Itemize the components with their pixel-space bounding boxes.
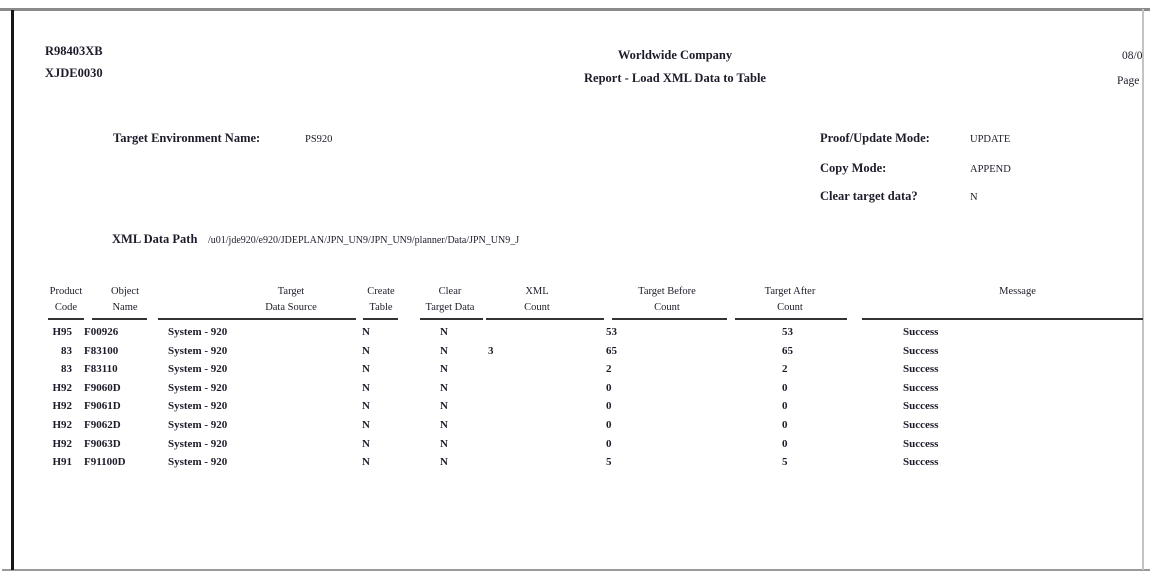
cell-object-name: F9062D <box>84 418 121 431</box>
header-line1: Product <box>49 286 83 297</box>
header-target-data-source <box>152 284 360 320</box>
cell-product-code: 83 <box>61 363 72 376</box>
cell-clear-target-data: N <box>440 418 448 431</box>
cell-xml-count <box>486 360 604 379</box>
cell-message: Success <box>903 381 939 394</box>
cell-clear-target-data: N <box>440 381 448 394</box>
cell-target-before-count: 0 <box>606 418 612 431</box>
header-clear-target-data <box>402 284 486 320</box>
header-create-table <box>360 284 402 320</box>
target-environment-row <box>113 131 332 146</box>
table-row <box>40 323 1145 342</box>
cell-target-data-source: System - 920 <box>168 437 228 450</box>
clear-target-data-value: N <box>970 192 978 203</box>
cell-message: Success <box>903 344 939 357</box>
cell-create-table: N <box>362 363 370 376</box>
report-header-right <box>1117 44 1143 94</box>
cell-message: Success <box>903 400 939 413</box>
header-line1: Target Before <box>638 286 696 297</box>
column-underline <box>92 318 147 320</box>
company-name: Worldwide Company <box>617 48 733 62</box>
cell-target-after-count: 0 <box>782 400 788 413</box>
column-underline <box>363 318 398 320</box>
cell-target-data-source: System - 920 <box>168 344 228 357</box>
proof-update-mode-label: Proof/Update Mode: <box>820 131 930 145</box>
table-row <box>40 360 1145 379</box>
cell-target-data-source: System - 920 <box>168 400 228 413</box>
header-object-name <box>84 284 152 320</box>
cell-xml-count <box>486 323 604 342</box>
table-row <box>40 379 1145 398</box>
cell-target-before-count: 0 <box>606 400 612 413</box>
cell-create-table: N <box>362 400 370 413</box>
page-top-border <box>0 8 1150 11</box>
cell-target-after-count: 2 <box>782 363 788 376</box>
cell-object-name: F83100 <box>84 344 119 357</box>
header-message <box>850 284 1145 320</box>
cell-target-before-count: 65 <box>606 344 617 357</box>
report-version: XJDE0030 <box>45 66 103 80</box>
column-underline <box>48 318 84 320</box>
header-xml-count <box>486 284 604 320</box>
cell-target-after-count: 5 <box>782 456 788 469</box>
cell-message: Success <box>903 363 939 376</box>
header-line1: XML <box>525 286 549 297</box>
cell-target-before-count: 5 <box>606 456 612 469</box>
cell-xml-count: 3 <box>488 344 494 357</box>
table-row <box>40 397 1145 416</box>
cell-xml-count <box>486 379 604 398</box>
cell-create-table: N <box>362 456 370 469</box>
cell-target-after-count: 0 <box>782 437 788 450</box>
cell-xml-count <box>486 416 604 435</box>
cell-object-name: F9063D <box>84 437 121 450</box>
header-line2: Count <box>524 302 550 313</box>
target-environment-value: PS920 <box>305 134 333 145</box>
report-header-left <box>45 40 103 84</box>
cell-target-after-count: 65 <box>782 344 793 357</box>
target-environment-label: Target Environment Name: <box>113 131 261 145</box>
cell-product-code: H92 <box>52 418 72 431</box>
table-body <box>40 323 1145 472</box>
column-underline <box>862 318 1143 320</box>
cell-target-data-source: System - 920 <box>168 418 228 431</box>
copy-mode-label: Copy Mode: <box>820 161 887 175</box>
column-underline <box>735 318 847 320</box>
xml-data-path-row <box>112 232 519 247</box>
page-left-edge <box>11 10 14 570</box>
header-target-after-count <box>730 284 850 320</box>
header-line1: Target After <box>764 286 816 297</box>
header-line2: Target Data <box>425 302 475 313</box>
header-line2: Data Source <box>265 302 317 313</box>
report-id: R98403XB <box>45 44 103 58</box>
cell-clear-target-data: N <box>440 363 448 376</box>
cell-product-code: H91 <box>52 456 72 469</box>
xml-data-path-value: /u01/jde920/e920/JDEPLAN/JPN_UN9/JPN_UN9/planner/Data/JPN_UN9_J <box>208 235 520 246</box>
cell-clear-target-data: N <box>440 437 448 450</box>
clear-target-data-row <box>820 189 978 204</box>
cell-target-data-source: System - 920 <box>168 381 228 394</box>
cell-message: Success <box>903 437 939 450</box>
cell-clear-target-data: N <box>440 456 448 469</box>
cell-target-data-source: System - 920 <box>168 363 228 376</box>
column-underline <box>420 318 483 320</box>
cell-create-table: N <box>362 381 370 394</box>
table-row <box>40 435 1145 454</box>
header-target-before-count <box>604 284 730 320</box>
cell-target-after-count: 0 <box>782 381 788 394</box>
report-date: 08/0 <box>1122 50 1143 62</box>
cell-create-table: N <box>362 418 370 431</box>
cell-object-name: F91100D <box>84 456 126 469</box>
table-row <box>40 342 1145 361</box>
cell-target-before-count: 0 <box>606 437 612 450</box>
cell-create-table: N <box>362 326 370 338</box>
proof-update-mode-row <box>820 131 1010 146</box>
cell-create-table: N <box>362 344 370 357</box>
page-bottom-border <box>2 569 1150 571</box>
column-underline <box>612 318 727 320</box>
table-row <box>40 453 1145 472</box>
cell-object-name: F83110 <box>84 363 118 376</box>
cell-product-code: 83 <box>61 344 72 357</box>
header-line2: Code <box>54 302 78 313</box>
cell-product-code: H95 <box>52 326 72 338</box>
column-underline <box>486 318 604 320</box>
header-line1: Create <box>367 286 395 297</box>
header-line2: Name <box>112 302 138 313</box>
xml-data-path-label: XML Data Path <box>112 232 198 246</box>
cell-clear-target-data: N <box>440 326 448 338</box>
cell-target-data-source: System - 920 <box>168 326 228 338</box>
clear-target-data-label: Clear target data? <box>820 189 918 203</box>
cell-create-table: N <box>362 437 370 450</box>
cell-object-name: F00926 <box>84 326 119 338</box>
table-header-row <box>40 284 1145 320</box>
cell-clear-target-data: N <box>440 400 448 413</box>
header-line2: Count <box>777 302 803 313</box>
header-product-code <box>40 284 84 320</box>
cell-product-code: H92 <box>52 437 72 450</box>
report-header-center <box>400 44 950 90</box>
cell-product-code: H92 <box>52 381 72 394</box>
header-line2: Table <box>369 302 393 313</box>
report-title: Report - Load XML Data to Table <box>584 71 766 85</box>
page-number-label: Page <box>1117 75 1140 87</box>
copy-mode-value: APPEND <box>970 164 1011 175</box>
cell-xml-count <box>486 397 604 416</box>
results-table <box>40 284 1145 472</box>
cell-message: Success <box>903 456 939 469</box>
copy-mode-row <box>820 161 1011 176</box>
table-row <box>40 416 1145 435</box>
cell-product-code: H92 <box>52 400 72 413</box>
cell-target-before-count: 2 <box>606 363 612 376</box>
cell-message: Success <box>903 326 939 338</box>
header-line1: Message <box>999 286 1036 297</box>
cell-target-data-source: System - 920 <box>168 456 228 469</box>
cell-xml-count <box>486 453 604 472</box>
cell-message: Success <box>903 418 939 431</box>
header-line1: Object <box>111 286 139 297</box>
column-underline <box>158 318 356 320</box>
header-line2: Count <box>654 302 680 313</box>
header-line1: Clear <box>438 286 462 297</box>
proof-update-mode-value: UPDATE <box>970 134 1011 145</box>
cell-target-after-count: 53 <box>782 326 793 338</box>
cell-object-name: F9060D <box>84 381 121 394</box>
header-line1: Target <box>277 286 305 297</box>
cell-clear-target-data: N <box>440 344 448 357</box>
cell-object-name: F9061D <box>84 400 121 413</box>
cell-target-after-count: 0 <box>782 418 788 431</box>
cell-target-before-count: 0 <box>606 381 612 394</box>
cell-target-before-count: 53 <box>606 326 617 338</box>
cell-xml-count <box>486 435 604 454</box>
